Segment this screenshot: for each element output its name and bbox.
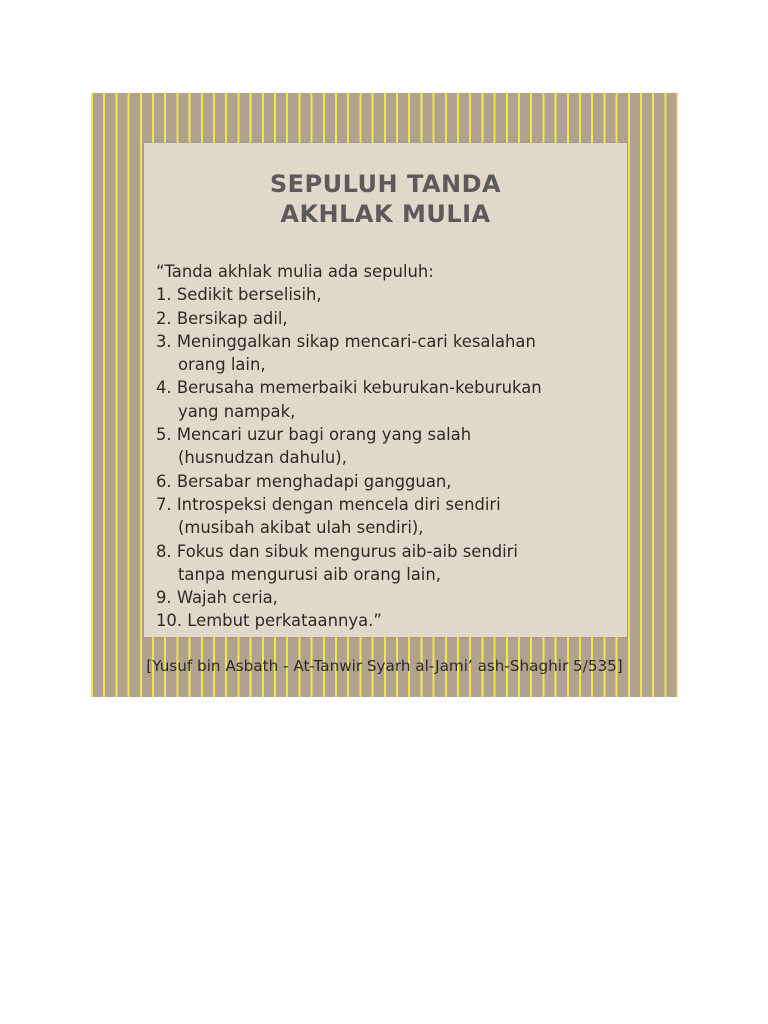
list-item: 6. Bersabar menghadapi gangguan,	[156, 471, 452, 491]
list-item-continuation: (musibah akibat ulah sendiri),	[178, 518, 424, 538]
page-title	[144, 169, 627, 229]
list-item: 10. Lembut perkataannya.”	[156, 611, 382, 631]
list-item: 3. Meninggalkan sikap mencari-cari kesalahan	[156, 331, 536, 351]
title-line-1: SEPULUH TANDA	[269, 170, 502, 198]
poster-image	[91, 93, 678, 697]
list-item: 5. Mencari uzur bagi orang yang salah	[156, 425, 472, 445]
list-item: 9. Wajah ceria,	[156, 588, 278, 608]
list-item: 7. Introspeksi dengan mencela diri sendiri	[156, 494, 501, 514]
list-item: 8. Fokus dan sibuk mengurus aib-aib sendiri	[156, 541, 518, 561]
quote-body	[156, 260, 622, 633]
list-item-continuation: tanpa mengurusi aib orang lain,	[178, 564, 441, 584]
list-item-continuation: orang lain,	[178, 355, 266, 375]
list-item: 4. Berusaha memerbaiki keburukan-keburukan	[156, 378, 542, 398]
list-item: 1. Sedikit berselisih,	[156, 285, 322, 305]
quote-intro: “Tanda akhlak mulia ada sepuluh:	[156, 262, 434, 281]
title-line-2: AKHLAK MULIA	[280, 200, 491, 228]
quote-card	[144, 143, 627, 637]
list-item-continuation: yang nampak,	[178, 401, 296, 421]
list-item-continuation: (husnudzan dahulu),	[178, 448, 347, 468]
list-item: 2. Bersikap adil,	[156, 308, 288, 328]
citation: [Yusuf bin Asbath - At-Tanwir Syarh al-Jami’ ash-Shaghir 5/535]	[146, 657, 623, 675]
